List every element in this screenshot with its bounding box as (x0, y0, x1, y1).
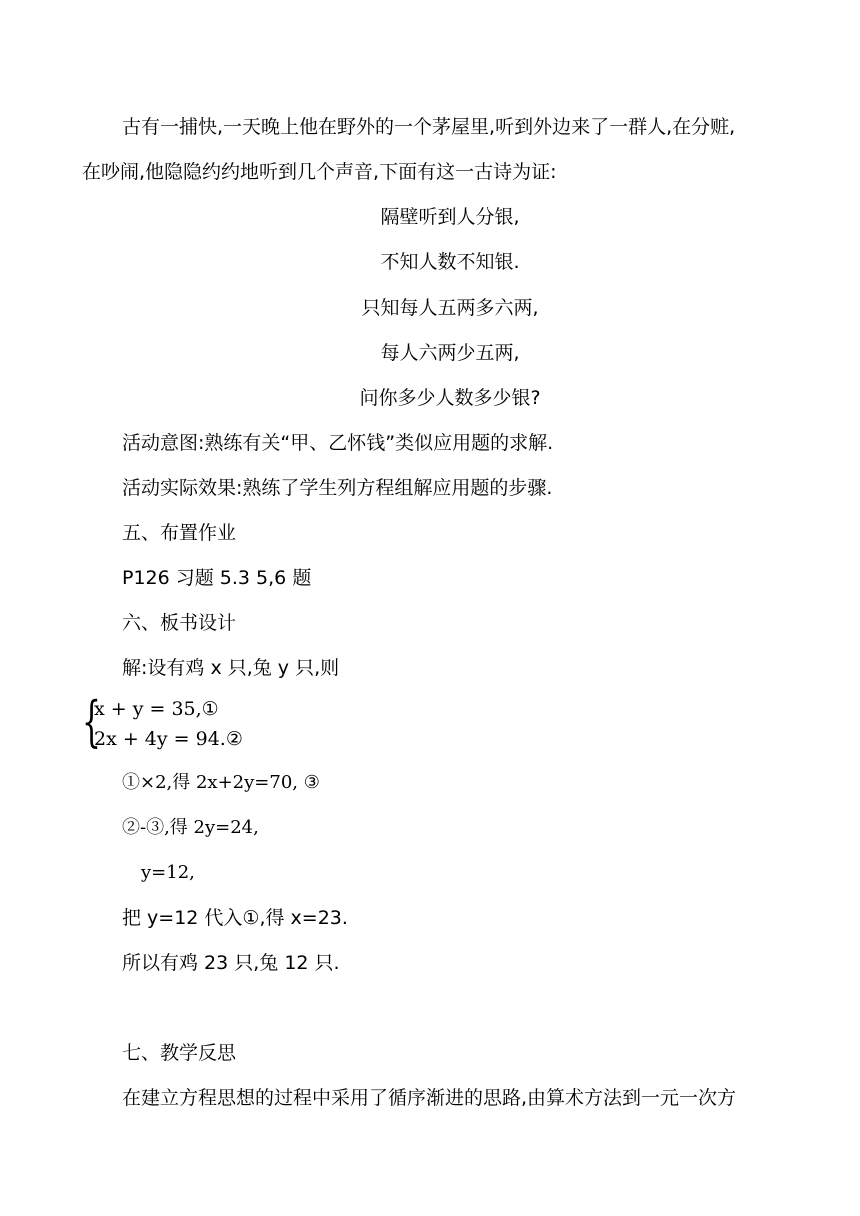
homework-assignment: P126 习题 5.3 5,6 题 (122, 567, 312, 589)
equation-2: 2x + 4y = 94.② (94, 728, 243, 750)
activity-intent: 活动意图:熟练有关“甲、乙怀钱”类似应用题的求解. (122, 432, 554, 454)
solution-intro: 解:设有鸡 x 只,兔 y 只,则 (122, 657, 340, 679)
solution-step-4: 把 y=12 代入①,得 x=23. (122, 907, 348, 929)
activity-effect: 活动实际效果:熟练了学生列方程组解应用题的步骤. (122, 477, 553, 499)
solution-conclusion: 所以有鸡 23 只,兔 12 只. (122, 952, 340, 974)
story-paragraph-line-1: 古有一捕快,一天晚上他在野外的一个茅屋里,听到外边来了一群人,在分赃, (122, 116, 736, 138)
section-7-heading: 七、教学反思 (122, 1042, 237, 1064)
poem-line-3: 只知每人五两多六两, (361, 297, 539, 319)
brace-symbol: { (82, 690, 101, 753)
solution-step-1: ①×2,得 2x+2y=70, ③ (122, 772, 320, 793)
poem-line-5: 问你多少人数多少银? (359, 387, 541, 409)
poem-line-4: 每人六两少五两, (380, 342, 520, 364)
story-paragraph-line-2: 在吵闹,他隐隐约约地听到几个声音,下面有这一古诗为证: (82, 161, 557, 183)
equation-system (82, 690, 382, 754)
solution-step-2: ②-③,得 2y=24, (122, 817, 259, 838)
solution-step-3: y=12, (141, 862, 195, 883)
section-5-heading: 五、布置作业 (122, 522, 237, 544)
section-6-heading: 六、板书设计 (122, 612, 237, 634)
equation-1: x + y = 35,① (94, 698, 219, 720)
poem-line-1: 隔壁听到人分银, (380, 206, 520, 228)
poem-line-2: 不知人数不知银. (380, 251, 520, 273)
reflection-text: 在建立方程思想的过程中采用了循序渐进的思路,由算术方法到一元一次方 (122, 1087, 737, 1109)
